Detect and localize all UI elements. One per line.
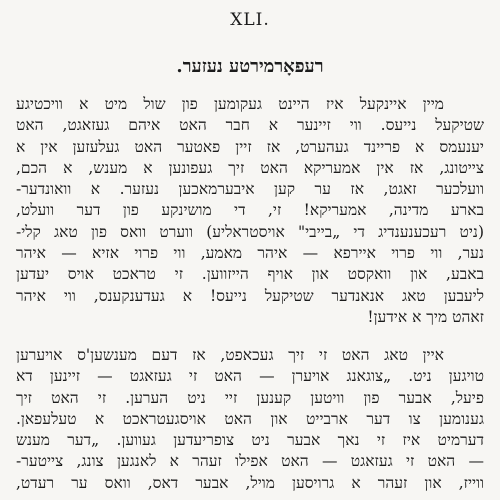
- text-line: איין טאג האט זי זיך געכאפט, אז דעם מענשען'ס אויערען: [16, 346, 444, 364]
- paragraph-2: [16, 345, 484, 494]
- text-line: צייטונג, אז אין אמעריקא האט זיך געפונען א מענש, א הכם,: [16, 158, 484, 177]
- text-line: זאהט מיך א אידען!: [367, 307, 484, 326]
- paragraph-1: [16, 94, 484, 328]
- text-line: ליעבען טאג אנאנדער שטיקעל נייעס! א געדענקענס, ווי איהר: [16, 286, 484, 305]
- text-line: טויגען ניט. „צוגאנג אויערן — האט זי געזאגט — זיינען דא: [16, 367, 484, 386]
- text-line: דערמיט איז זי נאך אבער ניט צופריעדען געווען. „דער מענש: [16, 431, 484, 450]
- text-line: נער, ווי פרוי איירפא — איהר מאמע, ווי פרוי אזיא — איהר: [16, 244, 484, 263]
- text-line: (ניט רעכענענדיג די „בייבי" אויסטראליע) ווערט וואס פון טאג קלי-: [16, 222, 484, 241]
- text-line: שטיקעל נייעס. ווי זיינער א חבר האט איהם געזאגט, האט: [16, 116, 484, 135]
- text-line: ווייז, און זעהר א גרויסען מויל, אבער דאס, וואס ער רעדט,: [16, 473, 484, 492]
- text-line: מיין איינקעל איז היינט געקומען פון שול מיט א וויכטיגע: [16, 95, 444, 113]
- text-line: באבע, און וואקסט און אויף הייזווען. זי טראכט אויס יעדען: [16, 265, 484, 284]
- text-line: בארע מדינה, אמעריקא! זי, די מושינקע פון דער וועלט,: [16, 201, 484, 220]
- text-line: — האט זי געזאגט — האט אפילו זעהר א לאנגען צונג, צייטער-: [16, 452, 484, 471]
- text-line: פיעל, אבער פון וויטען קענען זיי ניט הערען. זי האט זיך: [16, 388, 484, 407]
- chapter-title: רעפאָרמירטע נעזער.: [176, 56, 324, 77]
- text-line: וועלכער זאגט, אז ער קען איבערמאכען נעזער. א וואונדער-: [16, 180, 484, 199]
- chapter-number: XLI.: [230, 10, 270, 30]
- text-line: גענומען צו דער ארבייט און האט אויסגעטראכט א טעלעפאן.: [16, 409, 484, 428]
- text-line: יענעמס א פריינד געהערט, אז זיין פאטער האט געלעזען אין א: [16, 137, 484, 156]
